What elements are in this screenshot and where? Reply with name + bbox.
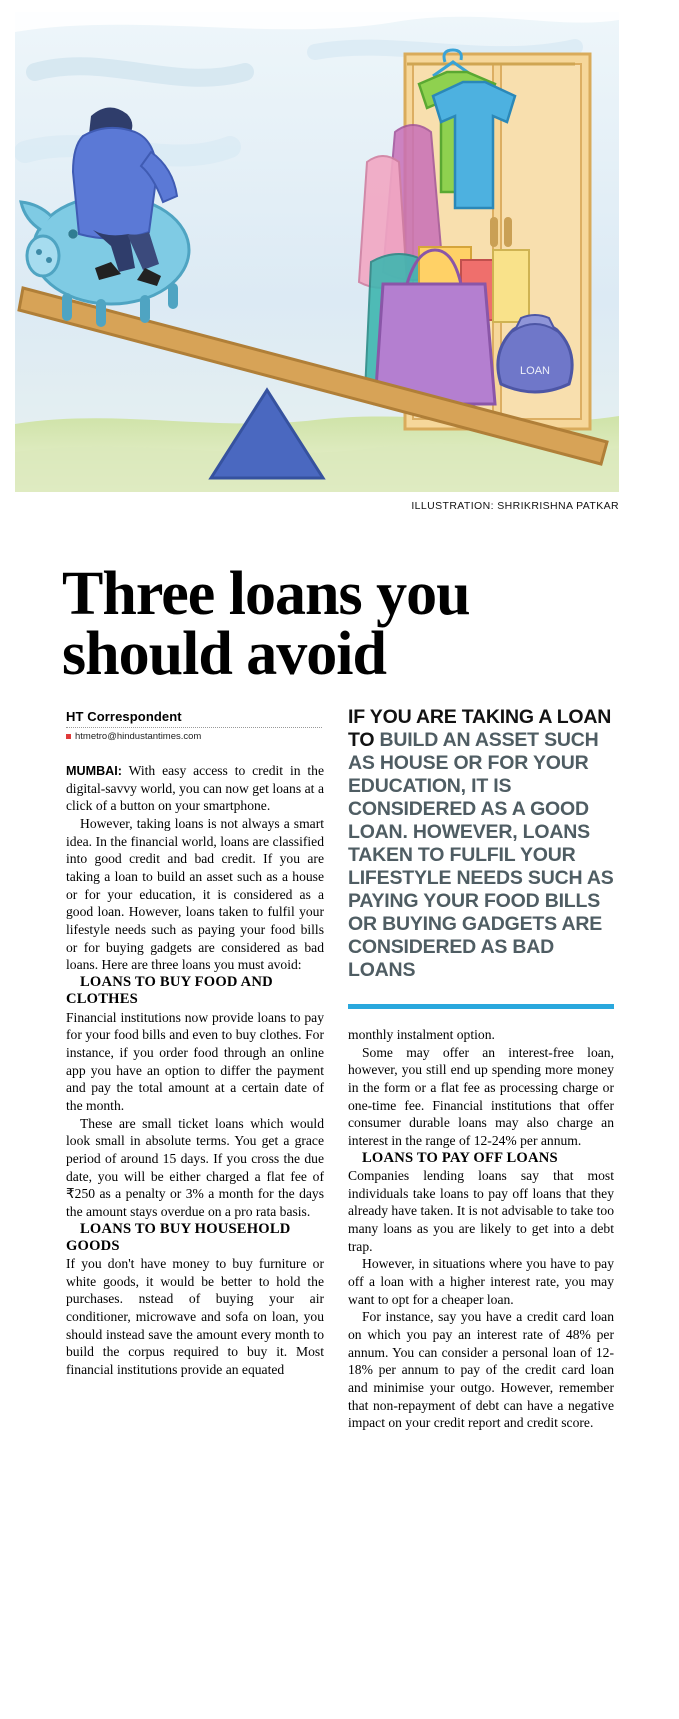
paragraph: Financial institutions now provide loans to pay for your food bills and even to buy clothes. For instance, if you order food through an online app you have an option to differ the payment and pay the total amount at a certain date of the month.	[66, 1009, 324, 1113]
paragraph: These are small ticket loans which would look small in absolute terms. You get a grace period of around 15 days. If you cross the due date, you will be either charged a flat fee of ₹250 as a penalty or 3% a month for the days the amount stays overdue on a pro rata basis.	[66, 1115, 324, 1219]
byline-author: HT Correspondent	[66, 709, 182, 724]
seesaw-illustration-graphic	[15, 12, 619, 492]
pull-quote-rule	[348, 1004, 614, 1009]
paragraph-text: With easy access to credit in the digital-savvy world, you can now get loans at a click of a button on your smartphone.	[66, 763, 324, 814]
byline-block	[66, 709, 322, 742]
page-title: Three loans you should avoid	[62, 559, 470, 689]
section-heading: LOANS TO BUY FOOD AND CLOTHES	[66, 974, 273, 1008]
pull-quote-lead: IF YOU ARE TAKING A LOAN TO	[348, 706, 612, 751]
pull-quote	[348, 706, 614, 982]
paragraph: Some may offer an interest-free loan, however, you still end up spending more money in the form or a flat fee as processing charge or one-time fee. Financial institutions that offer consumer durable loans may also charge an interest in the range of 12-24% per annum.	[348, 1044, 614, 1149]
section-heading: LOANS TO BUY HOUSEHOLD GOODS	[66, 1220, 291, 1254]
byline-email: htmetro@hindustantimes.com	[75, 731, 202, 742]
article-column-right	[348, 1026, 614, 1432]
dateline: MUMBAI:	[66, 764, 122, 778]
article-column-left	[66, 762, 324, 1379]
paragraph: monthly instalment option.	[348, 1027, 495, 1042]
paragraph: Companies lending loans say that most individuals take loans to pay off loans that they already have taken. It is not advisable to take too many loans as you are likely to get into a debt trap.	[348, 1167, 614, 1254]
article-illustration	[15, 12, 619, 492]
paragraph: However, in situations where you have to pay off a loan with a higher interest rate, you may want to opt for a cheaper loan.	[348, 1256, 614, 1307]
svg-text:LOAN: LOAN	[520, 365, 550, 377]
illustration-credit: ILLUSTRATION: SHRIKRISHNA PATKAR	[411, 500, 619, 512]
byline-divider	[66, 727, 322, 728]
pull-quote-rest: BUILD AN ASSET SUCH AS HOUSE OR FOR YOUR EDUCATION, IT IS CONSIDERED AS A GOOD LOAN. HOWEVER, LOANS TAKEN TO FULFIL YOUR LIFESTYLE NEEDS SUCH AS PAYING YOUR FOOD BILLS OR BUYING GADGETS ARE CONSIDERED AS BAD LOANS	[348, 729, 614, 981]
bullet-icon	[66, 734, 71, 739]
paragraph: However, taking loans is not always a smart idea. In the financial world, loans are classified into good credit and bad credit. If you are taking a loan to build an asset such as a house or for your education, it is considered as a good loan. However, loans taken to fulfil your lifestyle needs such as paying your food bills or for buying gadgets are considered as bad loans. Here are three loans you must avoid:	[66, 816, 324, 973]
byline-email-row	[66, 731, 322, 742]
paragraph: For instance, say you have a credit card loan on which you pay an interest rate of 48% per annum. You can consider a personal loan of 12-18% per annum to pay of the credit card loan and minimise your outgo. However, remember that non-repayment of debt can have a negative impact on your credit report and credit score.	[348, 1309, 614, 1431]
section-heading: LOANS TO PAY OFF LOANS	[362, 1149, 558, 1166]
paragraph	[66, 762, 324, 815]
paragraph: If you don't have money to buy furniture or white goods, it would be better to hold the purchases. nstead of buying your air conditioner, microwave and sofa on loan, you should instead save the amount every month to build the corpus required to buy it. Most financial institutions provide an equated	[66, 1256, 324, 1378]
